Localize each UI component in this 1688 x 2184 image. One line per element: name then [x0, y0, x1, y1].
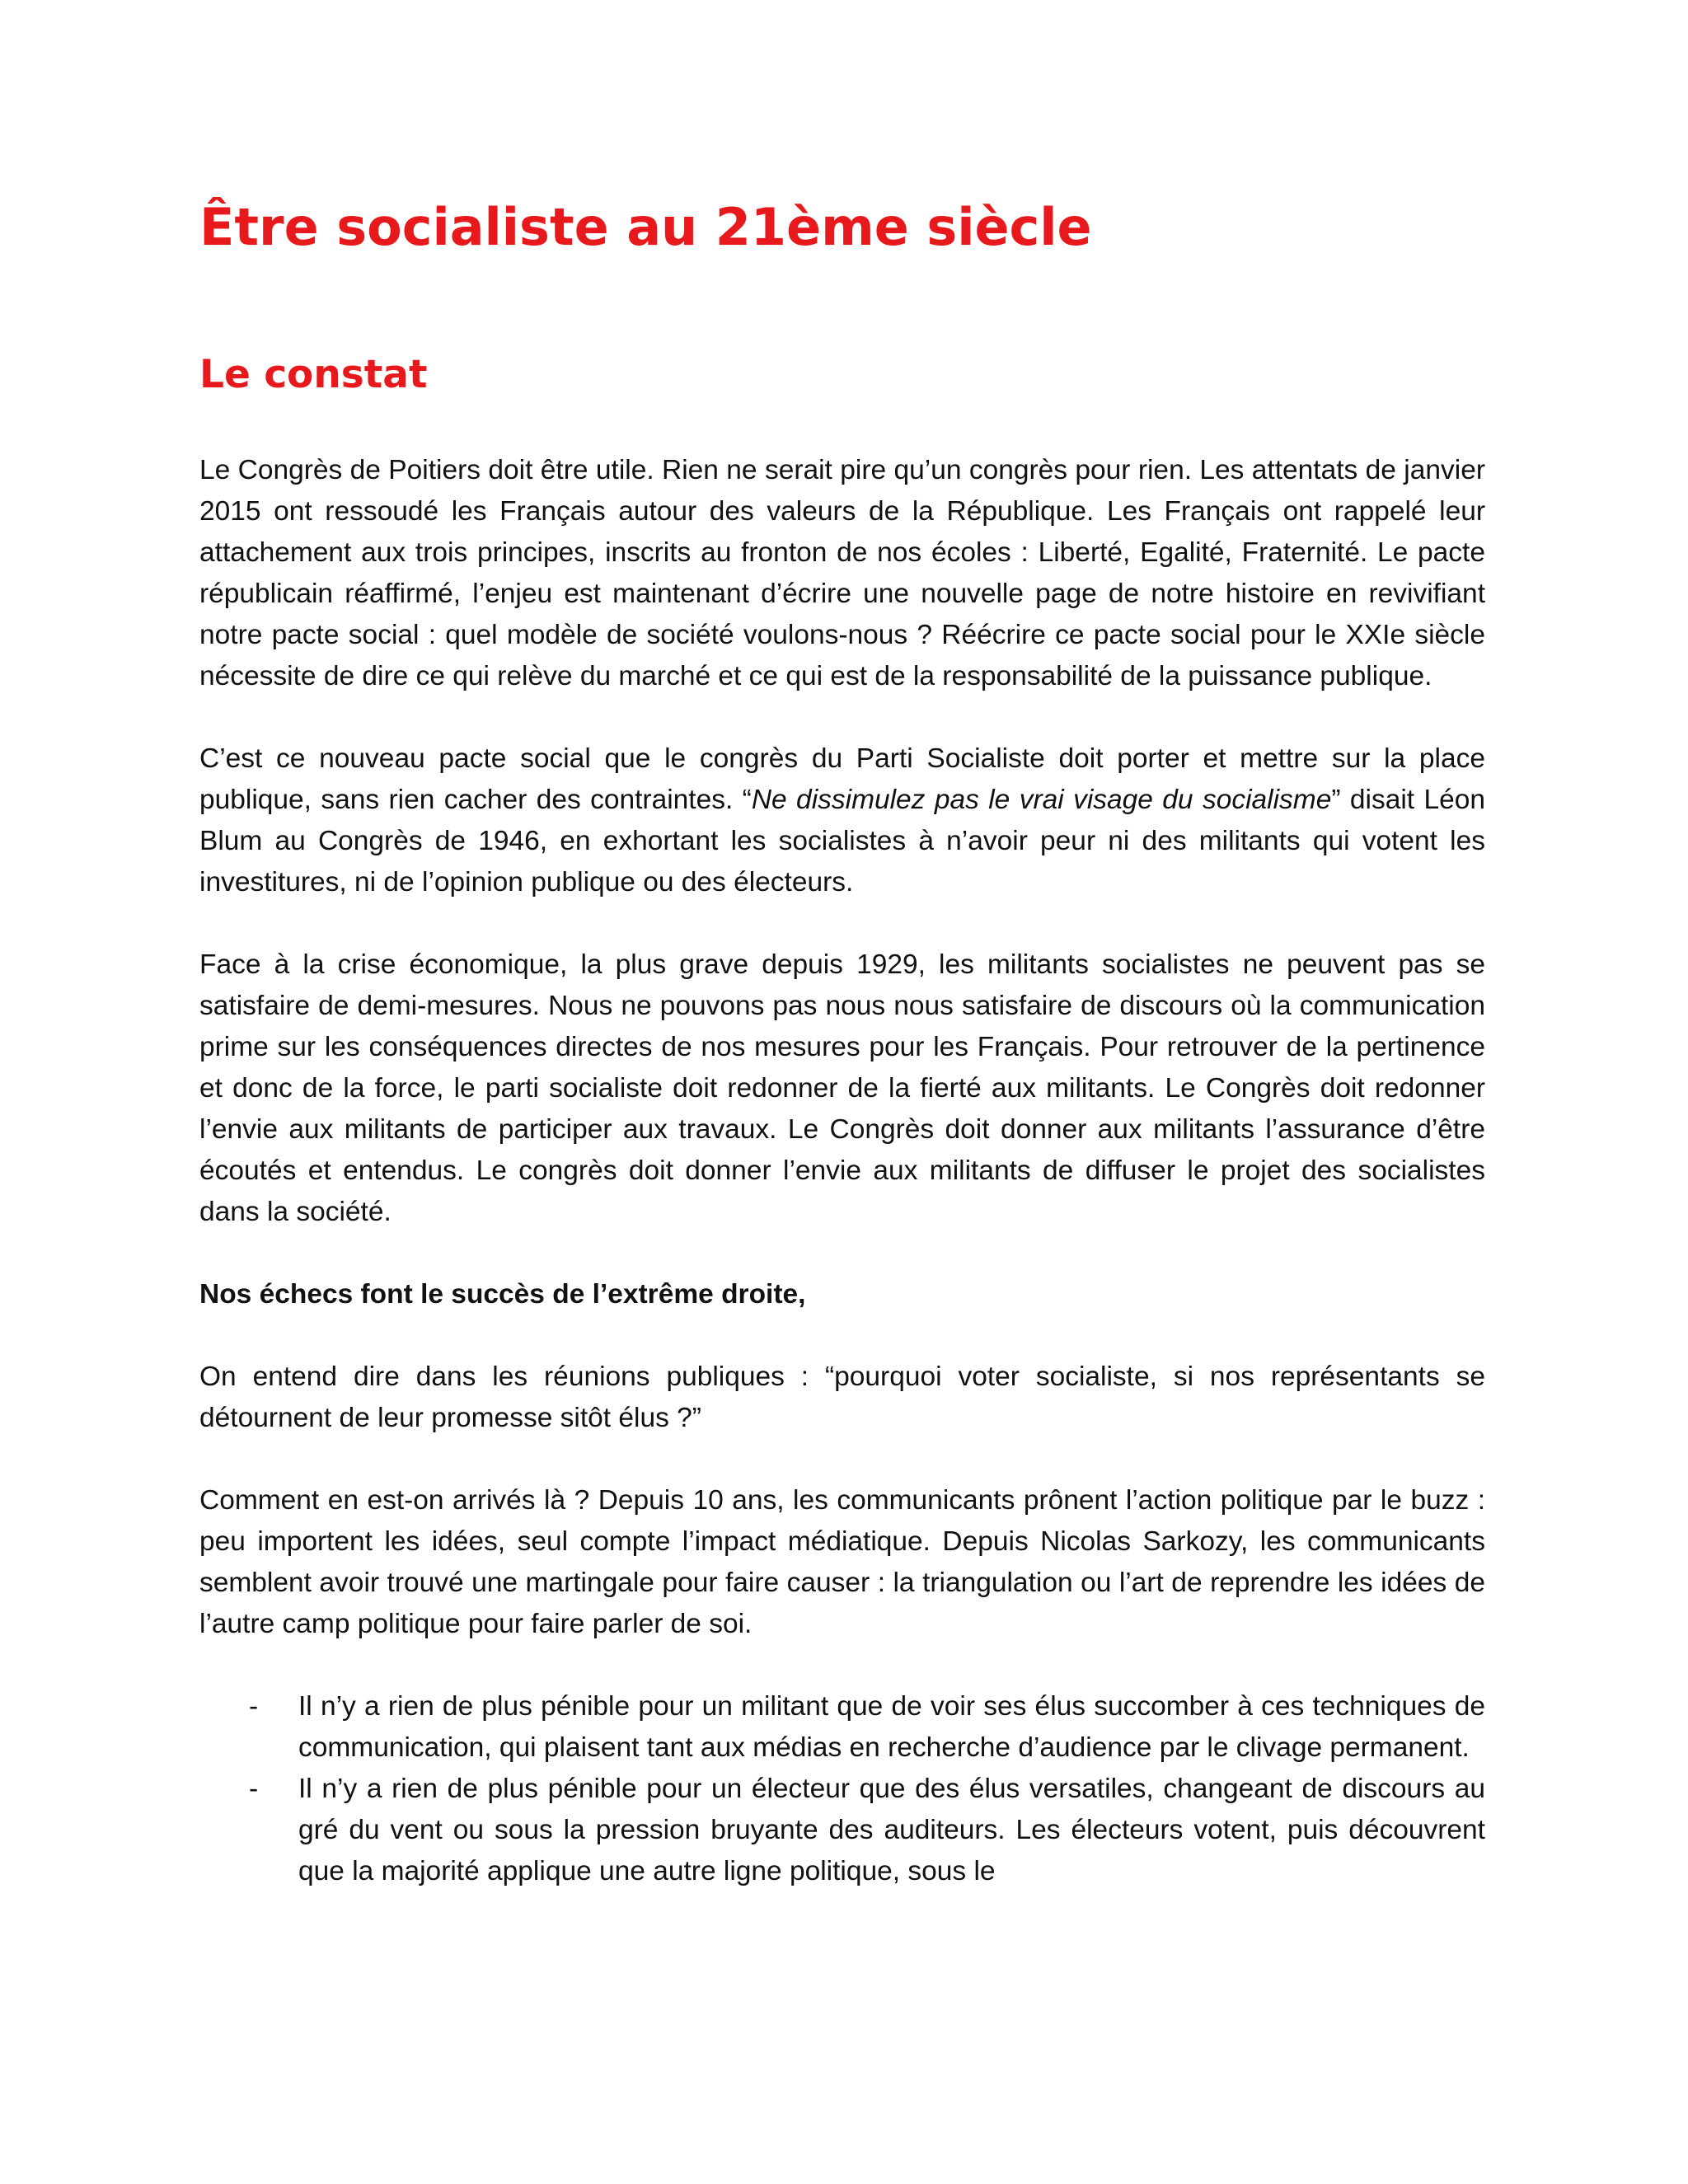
bullet-list	[199, 1686, 1485, 1892]
section-title: Le constat	[199, 352, 428, 397]
paragraph-congres: Le Congrès de Poitiers doit être utile. Rien ne serait pire qu’un congrès pour rien. Les attentats de janvier 2015 ont ressoudé les Français autour des valeurs de la République. Les Français ont rappelé leur attachement aux trois principes, inscrits au fronton de nos écoles : Liberté, Egalité, Fraternité. Le pacte républicain réaffirmé, l’enjeu est maintenant d’écrire une nouvelle page de notre histoire en revivifiant notre pacte social : quel modèle de société voulons-nous ? Réécrire ce pacte social pour le XXIe siècle nécessite de dire ce qui relève du marché et ce qui est de la responsabilité de la puissance publique.	[199, 455, 1485, 691]
paragraph-pacte-social-after: ” disait Léon Blum au Congrès de 1946, en exhortant les socialistes à n’avoir peur ni des militants qui votent les investitures, ni de l’opinion publique ou des électeurs.	[199, 785, 1485, 898]
paragraph-pacte-social-before: C’est ce nouveau pacte social que le congrès du Parti Socialiste doit porter et mettre sur la place publique, sans rien cacher des contraintes. “	[199, 743, 1485, 815]
paragraph-reunions: On entend dire dans les réunions publiques : “pourquoi voter socialiste, si nos représentants se détournent de leur promesse sitôt élus ?”	[199, 1361, 1485, 1433]
bullet-dash: -	[249, 1691, 259, 1722]
paragraph-crise: Face à la crise économique, la plus grave depuis 1929, les militants socialistes ne peuvent pas se satisfaire de demi-mesures. Nous ne pouvons pas nous nous satisfaire de discours où la communication prime sur les conséquences directes de nos mesures pour les Français. Pour retrouver de la pertinence et donc de la force, le parti socialiste doit redonner de la fierté aux militants. Le Congrès doit redonner l’envie aux militants de participer aux travaux. Le Congrès doit donner aux militants l’assurance d’être écoutés et entendus. Le congrès doit donner l’envie aux militants de diffuser le projet des socialistes dans la société.	[199, 949, 1485, 1227]
bullet-dash: -	[249, 1774, 259, 1804]
document-title: Être socialiste au 21ème siècle	[199, 197, 1092, 257]
paragraph-pacte-social	[199, 738, 1485, 903]
document-body	[199, 450, 1485, 1892]
paragraph-communicants: Comment en est-on arrivés là ? Depuis 10 ans, les communicants prônent l’action politique par le buzz : peu importent les idées, seul compte l’impact médiatique. Depuis Nicolas Sarkozy, les communicants semblent avoir trouvé une martingale pour faire causer : la triangulation ou l’art de reprendre les idées de l’autre camp politique pour faire parler de soi.	[199, 1485, 1485, 1639]
bullet-text: Il n’y a rien de plus pénible pour un militant que de voir ses élus succomber à ces techniques de communication, qui plaisent tant aux médias en recherche d’audience par le clivage permanent.	[298, 1691, 1485, 1763]
bold-heading: Nos échecs font le succès de l’extrême droite,	[199, 1279, 806, 1310]
list-item	[199, 1686, 1485, 1769]
bullet-text: Il n’y a rien de plus pénible pour un électeur que des élus versatiles, changeant de discours au gré du vent ou sous la pression bruyante des auditeurs. Les électeurs votent, puis découvrent que la majorité applique une autre ligne politique, sous le	[298, 1774, 1485, 1886]
blum-quote: Ne dissimulez pas le vrai visage du socialisme	[751, 785, 1332, 815]
list-item	[199, 1769, 1485, 1892]
